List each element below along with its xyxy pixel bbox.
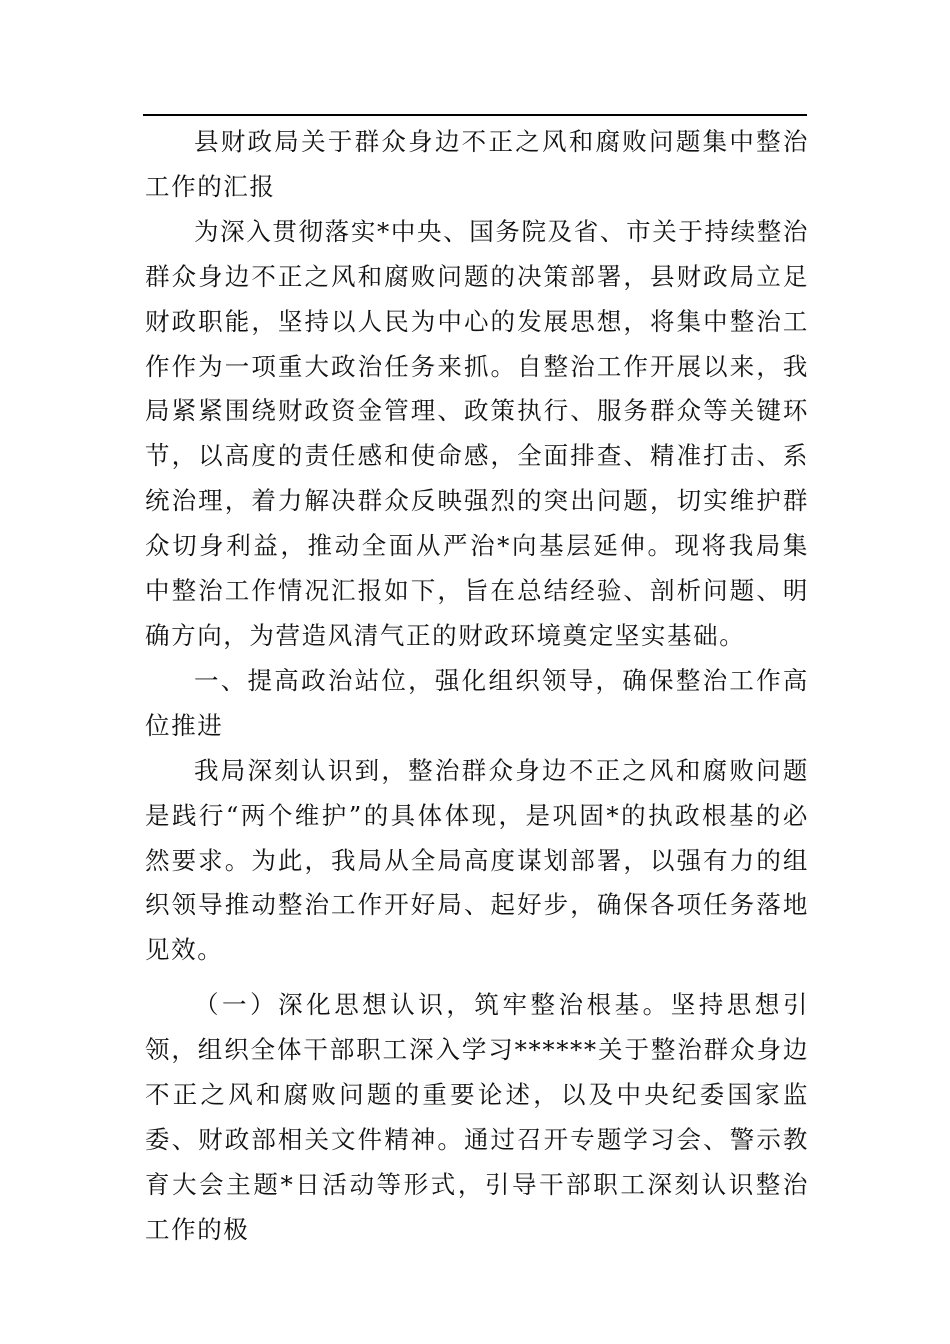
intro-paragraph: 为深入贯彻落实*中央、国务院及省、市关于持续整治群众身边不正之风和腐败问题的决策部署，县财政局立足财政职能，坚持以人民为中心的发展思想，将集中整治工作作为一项重大政治任务来抓。自整治工作开展以来，我局紧紧围绕财政资金管理、政策执行、服务群众等关键环节，以高度的责任感和使命感，全面排查、精准打击、系统治理，着力解决群众反映强烈的突出问题，切实维护群众切身利益，推动全面从严治*向基层延伸。现将我局集中整治工作情况汇报如下，旨在总结经验、剖析问题、明确方向，为营造风清气正的财政环境奠定坚实基础。 [145,216,809,650]
subsection-paragraph: （一）深化思想认识，筑牢整治根基。坚持思想引领，组织全体干部职工深入学习******关于整治群众身边不正之风和腐败问题的重要论述，以及中央纪委国家监委、财政部相关文件精神。通过召开专题学习会、警示教育大会主题*日活动等形式，引导干部职工深刻认识整治工作的极 [145,990,809,1244]
document-body [145,120,809,1253]
section-paragraph: 我局深刻认识到，整治群众身边不正之风和腐败问题是践行“两个维护”的具体体现，是巩固*的执政根基的必然要求。为此，我局从全局高度谋划部署，以强有力的组织领导推动整治工作开好局、起好步，确保各项任务落地见效。 [145,755,809,965]
section-heading: 一、提高政治站位，强化组织领导，确保整治工作高位推进 [145,665,809,740]
document-title: 县财政局关于群众身边不正之风和腐败问题集中整治工作的汇报 [145,127,809,201]
header-rule [143,114,807,116]
